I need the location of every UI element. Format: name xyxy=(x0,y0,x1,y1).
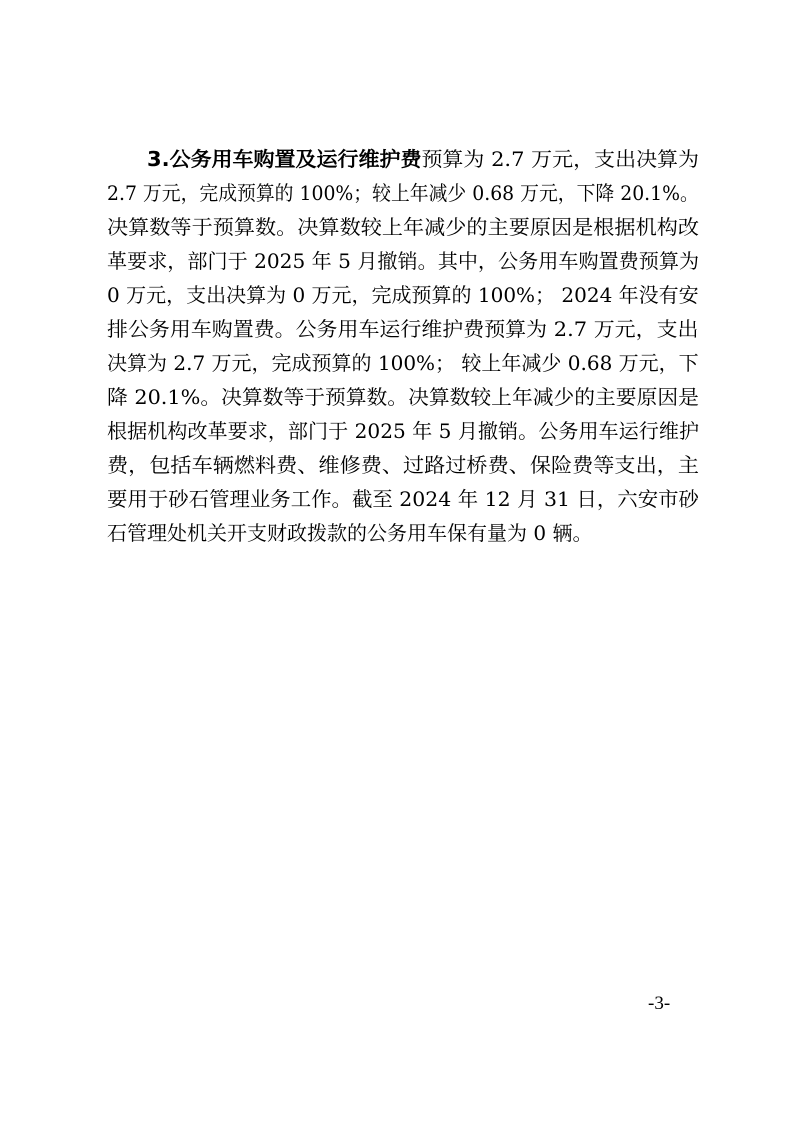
paragraph-line-5: 0 万元，支出决算为 0 万元，完成预算的 100%； 2024 年没有安 xyxy=(107,283,699,307)
section-heading: 3.公务用车购置及运行维护费 xyxy=(147,147,422,171)
line-1-text: 预算为 2.7 万元，支出决算为 xyxy=(421,147,700,171)
paragraph-line-1 xyxy=(147,142,699,176)
paragraph-line-12: 石管理处机关开支财政拨款的公务用车保有量为 0 辆。 xyxy=(107,521,593,545)
paragraph-line-4: 革要求，部门于 2025 年 5 月撤销。其中，公务用车购置费预算为 xyxy=(107,249,700,273)
paragraph-line-6: 排公务用车购置费。公务用车运行维护费预算为 2.7 万元，支出 xyxy=(107,317,699,341)
paragraph-line-11: 要用于砂石管理业务工作。截至 2024 年 12 月 31 日，六安市砂 xyxy=(107,487,699,511)
paragraph-line-8: 降 20.1%。决算数等于预算数。决算数较上年减少的主要原因是 xyxy=(107,385,699,409)
page-number: -3- xyxy=(648,993,671,1014)
paragraph-line-3: 决算数等于预算数。决算数较上年减少的主要原因是根据机构改 xyxy=(107,215,699,239)
paragraph-line-10: 费，包括车辆燃料费、维修费、过路过桥费、保险费等支出，主 xyxy=(107,453,699,477)
paragraph-line-2: 2.7 万元，完成预算的 100%；较上年减少 0.68 万元，下降 20.1%。 xyxy=(107,181,699,205)
paragraph-line-9: 根据机构改革要求，部门于 2025 年 5 月撤销。公务用车运行维护 xyxy=(107,419,700,443)
paragraph-line-7: 决算为 2.7 万元，完成预算的 100%； 较上年减少 0.68 万元，下 xyxy=(107,351,699,375)
